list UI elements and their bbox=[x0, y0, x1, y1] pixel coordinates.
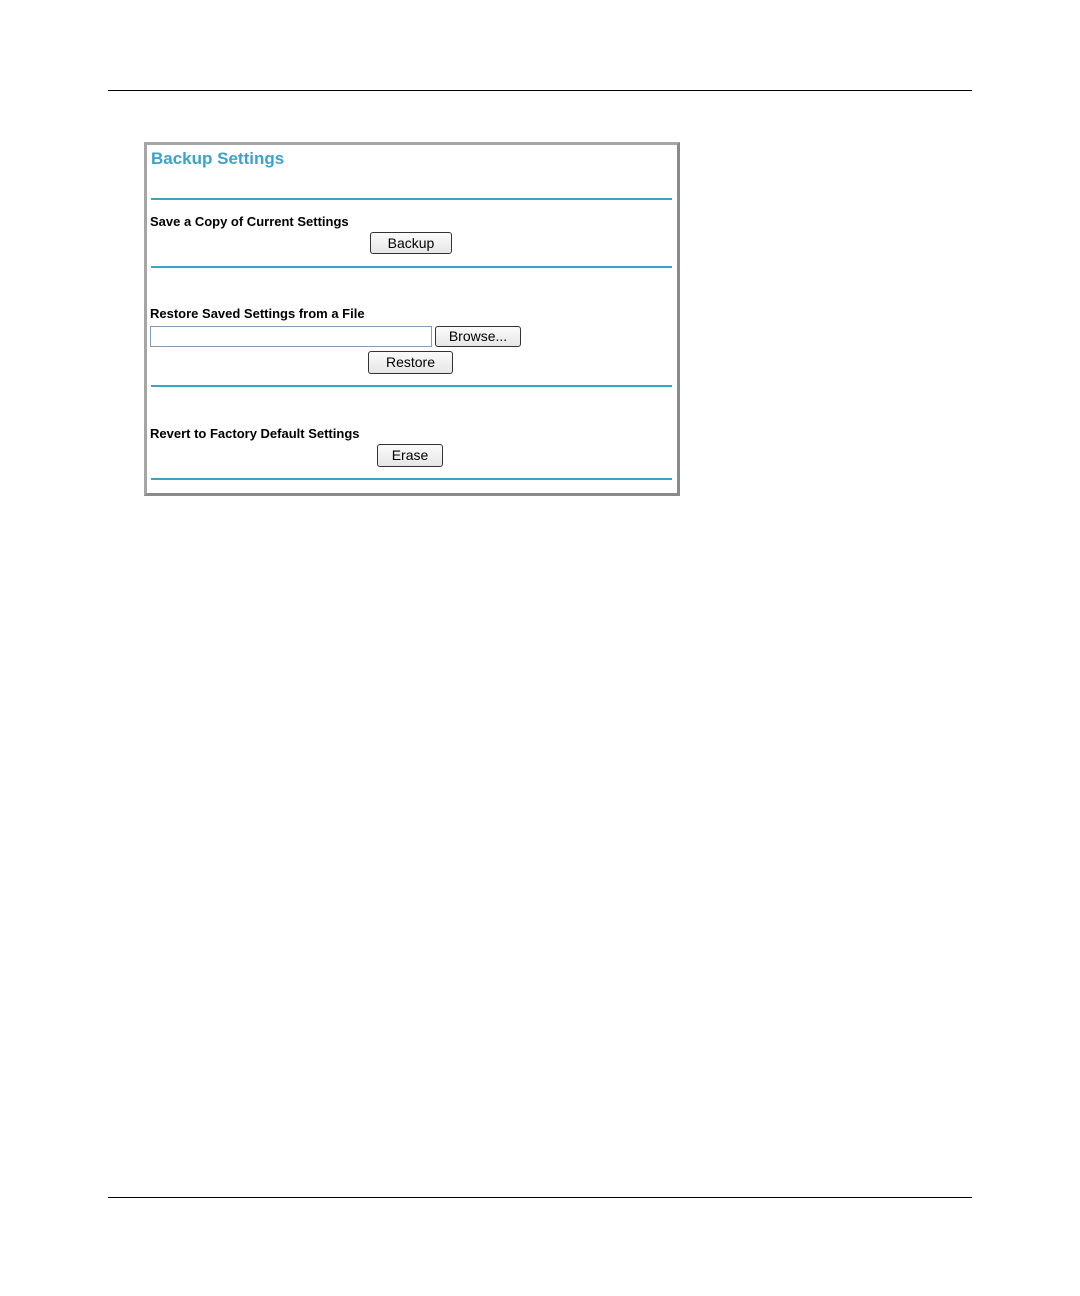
section-divider bbox=[151, 266, 672, 268]
restore-section-label: Restore Saved Settings from a File bbox=[150, 306, 365, 321]
page-title: Backup Settings bbox=[151, 149, 285, 168]
erase-section-label: Revert to Factory Default Settings bbox=[150, 426, 360, 441]
page-footer-rule bbox=[108, 1197, 972, 1198]
backup-settings-panel bbox=[144, 142, 680, 496]
section-divider bbox=[151, 198, 672, 200]
browse-button[interactable]: Browse... bbox=[435, 326, 521, 347]
restore-button[interactable]: Restore bbox=[368, 351, 453, 374]
backup-section-label: Save a Copy of Current Settings bbox=[150, 214, 349, 229]
erase-button[interactable]: Erase bbox=[377, 444, 443, 467]
page-header-rule bbox=[108, 90, 972, 91]
restore-file-input[interactable] bbox=[150, 326, 432, 347]
backup-button[interactable]: Backup bbox=[370, 232, 452, 254]
section-divider bbox=[151, 478, 672, 480]
section-divider bbox=[151, 385, 672, 387]
